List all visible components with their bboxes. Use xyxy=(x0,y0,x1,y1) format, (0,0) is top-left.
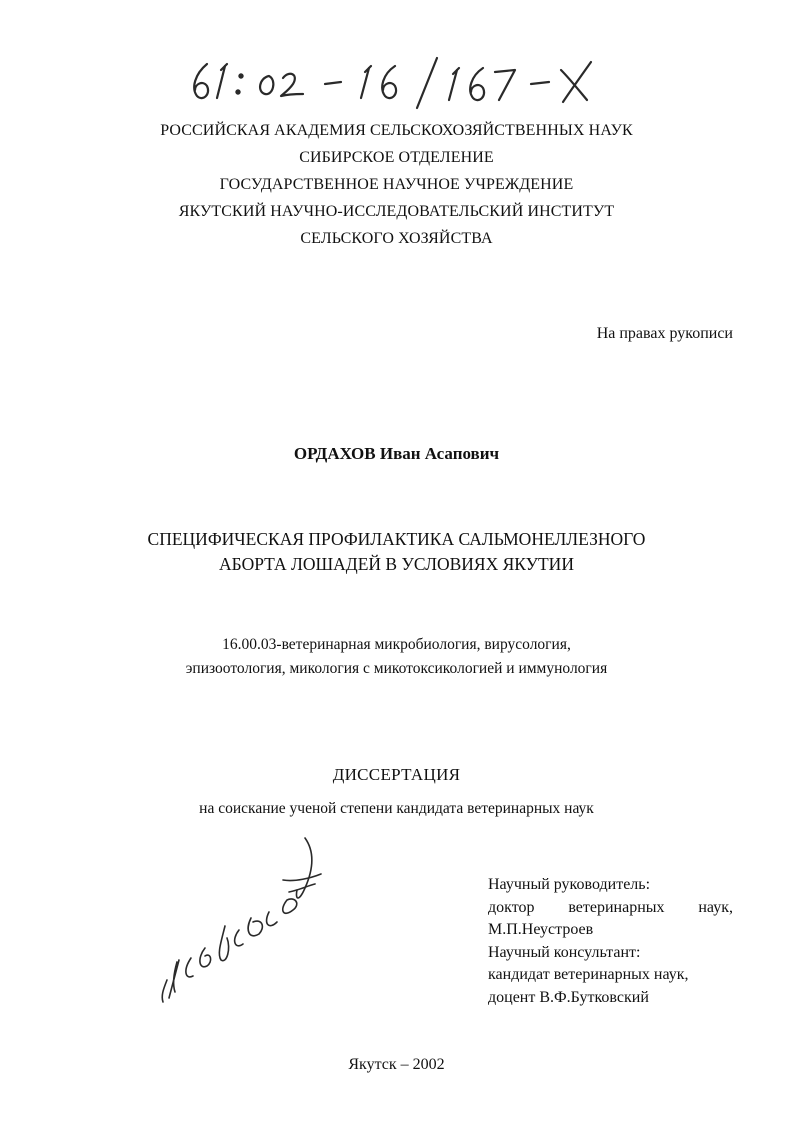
document-type: ДИССЕРТАЦИЯ xyxy=(332,765,461,784)
author-given-names: Иван Асапович xyxy=(379,444,500,463)
supervisors-block xyxy=(488,874,733,1009)
author-surname: ОРДАХОВ xyxy=(293,444,376,463)
title-line-2: АБОРТА ЛОШАДЕЙ В УСЛОВИЯХ ЯКУТИИ xyxy=(219,554,574,574)
specialty-line-1: 16.00.03-ветеринарная микробиология, вирусология, xyxy=(222,636,571,653)
city-year: Якутск – 2002 xyxy=(348,1056,445,1073)
supervisor-label: Научный руководитель: xyxy=(488,876,651,893)
header-line-agriculture: СЕЛЬСКОГО ХОЗЯЙСТВА xyxy=(300,230,493,247)
rights-note: На правах рукописи xyxy=(596,325,733,342)
author-name xyxy=(0,444,793,464)
handwritten-signature xyxy=(155,830,335,1015)
signature-strokes xyxy=(155,830,335,1015)
degree-sought: на соискание ученой степени кандидата ветеринарных наук xyxy=(199,800,594,817)
consultant-degree: кандидат ветеринарных наук, xyxy=(488,966,689,983)
consultant-label: Научный консультант: xyxy=(488,943,641,961)
header-line-institute: ЯКУТСКИЙ НАУЧНО-ИССЛЕДОВАТЕЛЬСКИЙ ИНСТИТУТ xyxy=(178,203,615,220)
header-line-academy: РОССИЙСКАЯ АКАДЕМИЯ СЕЛЬСКОХОЗЯЙСТВЕННЫХ НАУК xyxy=(160,122,633,139)
supervisor-name: М.П.Неустроев xyxy=(488,921,594,938)
archive-number-handwritten xyxy=(185,52,625,112)
institution-header xyxy=(0,118,793,253)
archive-number-strokes xyxy=(185,52,625,112)
header-line-state-institution: ГОСУДАРСТВЕННОЕ НАУЧНОЕ УЧРЕЖДЕНИЕ xyxy=(219,176,574,193)
supervisor-degree: доктор ветеринарных наук, xyxy=(488,898,733,916)
specialty-line-2: эпизоотология, микология с микотоксикологией и иммунология xyxy=(185,660,608,677)
consultant-name: доцент В.Ф.Бутковский xyxy=(488,988,649,1006)
specialty-code xyxy=(0,633,793,681)
dissertation-title xyxy=(0,527,793,577)
title-line-1: СПЕЦИФИЧЕСКАЯ ПРОФИЛАКТИКА САЛЬМОНЕЛЛЕЗНОГО xyxy=(147,529,646,549)
header-line-branch: СИБИРСКОЕ ОТДЕЛЕНИЕ xyxy=(299,149,494,166)
